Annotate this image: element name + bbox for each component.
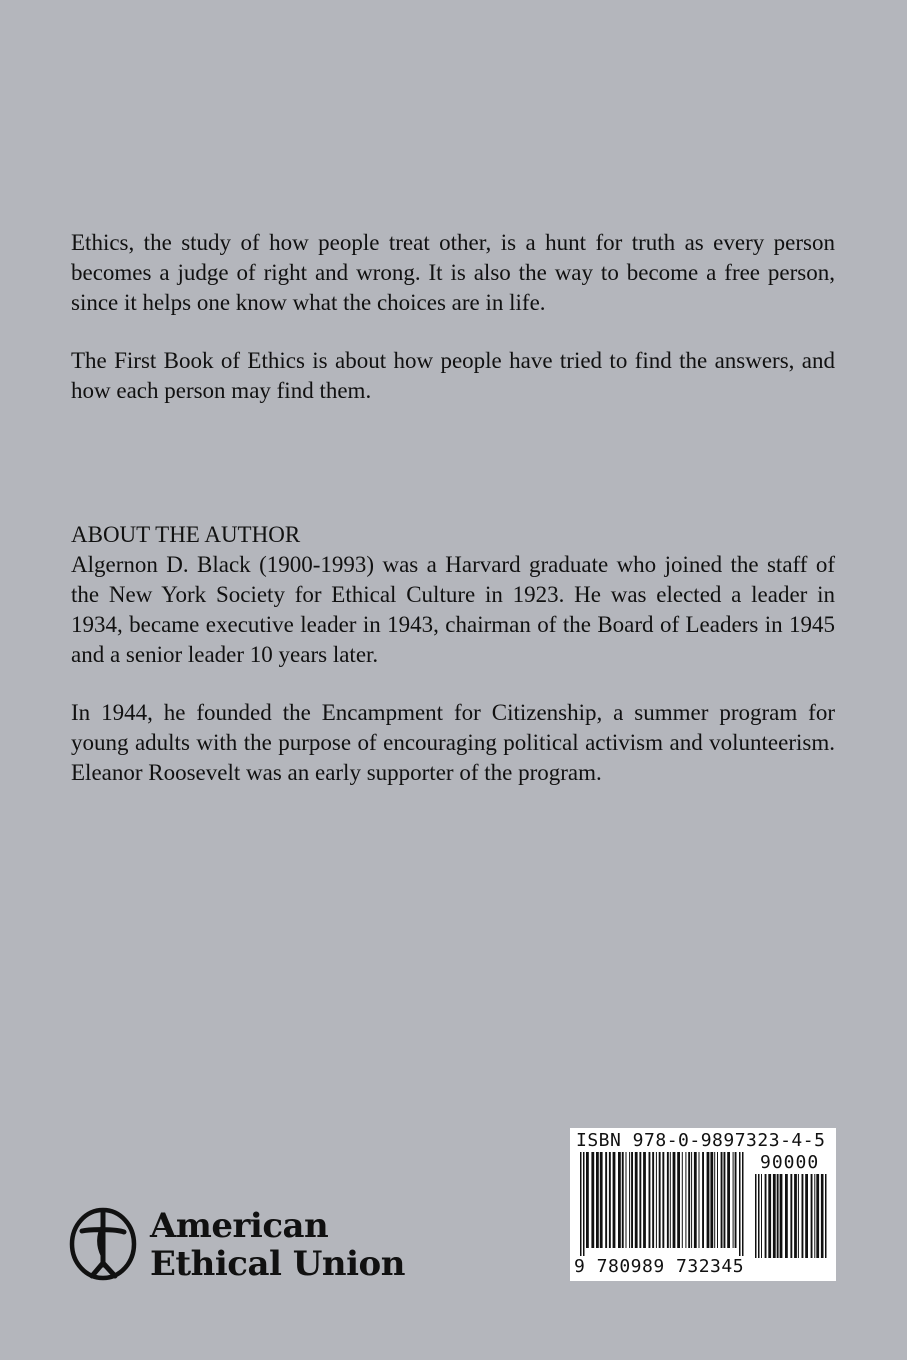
barcode-bar xyxy=(618,1152,621,1248)
barcode-bar xyxy=(717,1152,718,1248)
barcode-bar xyxy=(691,1152,692,1248)
barcode-bar xyxy=(768,1174,771,1258)
barcode-bar xyxy=(580,1152,582,1256)
barcode-bar xyxy=(785,1174,788,1258)
barcode-bar xyxy=(673,1152,676,1248)
barcode-bar xyxy=(765,1174,767,1258)
barcode-bar xyxy=(659,1152,661,1248)
barcode-bar xyxy=(677,1152,680,1248)
blurb-paragraph-1-text: Ethics, the study of how people treat other, is a hunt for truth as every person becomes a judge of right and wrong. It is also the way to become a free person, since it helps one know what the choices are in life. xyxy=(71,230,835,315)
barcode-bar xyxy=(735,1152,737,1248)
barcode-bar xyxy=(739,1152,741,1256)
author-bio-paragraph-1-text: Algernon D. Black (1900-1993) was a Harvard graduate who joined the staff of the New York Society for Ethical Culture in 1923. He was elected a leader in 1934, became executive leader in 1943, chairman of the Board of Leaders in 1945 and a senior leader 10 years later. xyxy=(71,552,835,667)
barcode-bar xyxy=(583,1152,585,1256)
barcode-bar xyxy=(631,1152,633,1248)
barcode-bar xyxy=(682,1152,683,1248)
ean-barcode-bars xyxy=(578,1152,746,1256)
barcode-bar xyxy=(639,1152,641,1248)
barcode-bar xyxy=(777,1174,779,1258)
barcode-bar xyxy=(802,1174,804,1258)
barcode-bar xyxy=(702,1152,704,1248)
barcode-bar xyxy=(670,1152,671,1248)
barcode-bar xyxy=(814,1174,815,1258)
publisher-name-line-1: American xyxy=(150,1206,329,1246)
author-bio-paragraph-2-text: In 1944, he founded the Encampment for Citizenship, a summer program for young adults with the purpose of encouraging political activism and volunteerism. Eleanor Roosevelt was an early supporter of the program. xyxy=(71,700,835,785)
barcode-bar xyxy=(685,1152,686,1248)
barcode-bar xyxy=(733,1152,734,1248)
barcode-bar xyxy=(805,1174,808,1258)
blurb-paragraph-2-text: The First Book of Ethics is about how people have tried to find the answers, and how each person may find them. xyxy=(71,348,835,403)
barcode-bar xyxy=(667,1152,669,1248)
ethical-union-symbol-icon xyxy=(68,1205,138,1283)
barcode-bar xyxy=(742,1152,744,1256)
barcode-bar xyxy=(761,1174,762,1258)
publisher-logo xyxy=(68,1205,405,1285)
blurb-paragraph-2 xyxy=(71,346,835,406)
barcode-bar xyxy=(822,1174,824,1258)
barcode-bar xyxy=(714,1152,715,1248)
author-bio-paragraph-1 xyxy=(71,550,835,670)
barcode-bar xyxy=(605,1152,607,1248)
addon-barcode-bars xyxy=(753,1174,829,1258)
barcode-bar xyxy=(710,1152,713,1248)
author-bio-paragraph-2 xyxy=(71,698,835,788)
barcode-bar xyxy=(773,1174,776,1258)
barcode-bar xyxy=(727,1152,730,1248)
barcode-bar xyxy=(825,1174,827,1258)
barcode-bar xyxy=(586,1152,589,1248)
barcode-bar xyxy=(649,1152,651,1248)
barcode-bar xyxy=(794,1174,797,1258)
barcode-bar xyxy=(600,1152,603,1248)
barcode-bar xyxy=(635,1152,638,1248)
barcode-bar xyxy=(755,1174,757,1258)
isbn-label: ISBN 978-0-9897323-4-5 xyxy=(576,1130,826,1151)
barcode-bar xyxy=(591,1152,594,1248)
publisher-name-line-2: Ethical Union xyxy=(150,1244,405,1284)
barcode-bar xyxy=(758,1174,760,1258)
barcode-bar xyxy=(609,1152,611,1248)
barcode-bar xyxy=(790,1174,792,1258)
barcode-bar xyxy=(643,1152,646,1248)
barcode-bar xyxy=(629,1152,630,1248)
barcode-bar xyxy=(707,1152,710,1248)
barcode-bar xyxy=(613,1152,616,1248)
barcode-bar xyxy=(622,1152,624,1248)
barcode-bar xyxy=(724,1152,726,1248)
publisher-name xyxy=(150,1207,405,1283)
isbn-barcode xyxy=(570,1128,836,1281)
price-code: 90000 xyxy=(760,1152,820,1173)
barcode-bar xyxy=(721,1152,723,1248)
barcode-bar xyxy=(662,1152,664,1248)
barcode-bar xyxy=(798,1174,799,1258)
ean-digits: 9 780989 732345 xyxy=(574,1256,745,1277)
about-author-heading: ABOUT THE AUTHOR xyxy=(71,522,301,547)
barcode-bar xyxy=(694,1152,697,1248)
barcode-bar xyxy=(811,1174,813,1258)
barcode-bar xyxy=(652,1152,654,1248)
barcode-bar xyxy=(780,1174,783,1258)
barcode-bar xyxy=(596,1152,599,1248)
blurb-paragraph-1 xyxy=(71,228,835,318)
barcode-bar xyxy=(699,1152,700,1248)
barcode-bar xyxy=(656,1152,657,1248)
barcode-bar xyxy=(688,1152,690,1248)
barcode-bar xyxy=(816,1174,819,1258)
barcode-bar xyxy=(626,1152,627,1248)
